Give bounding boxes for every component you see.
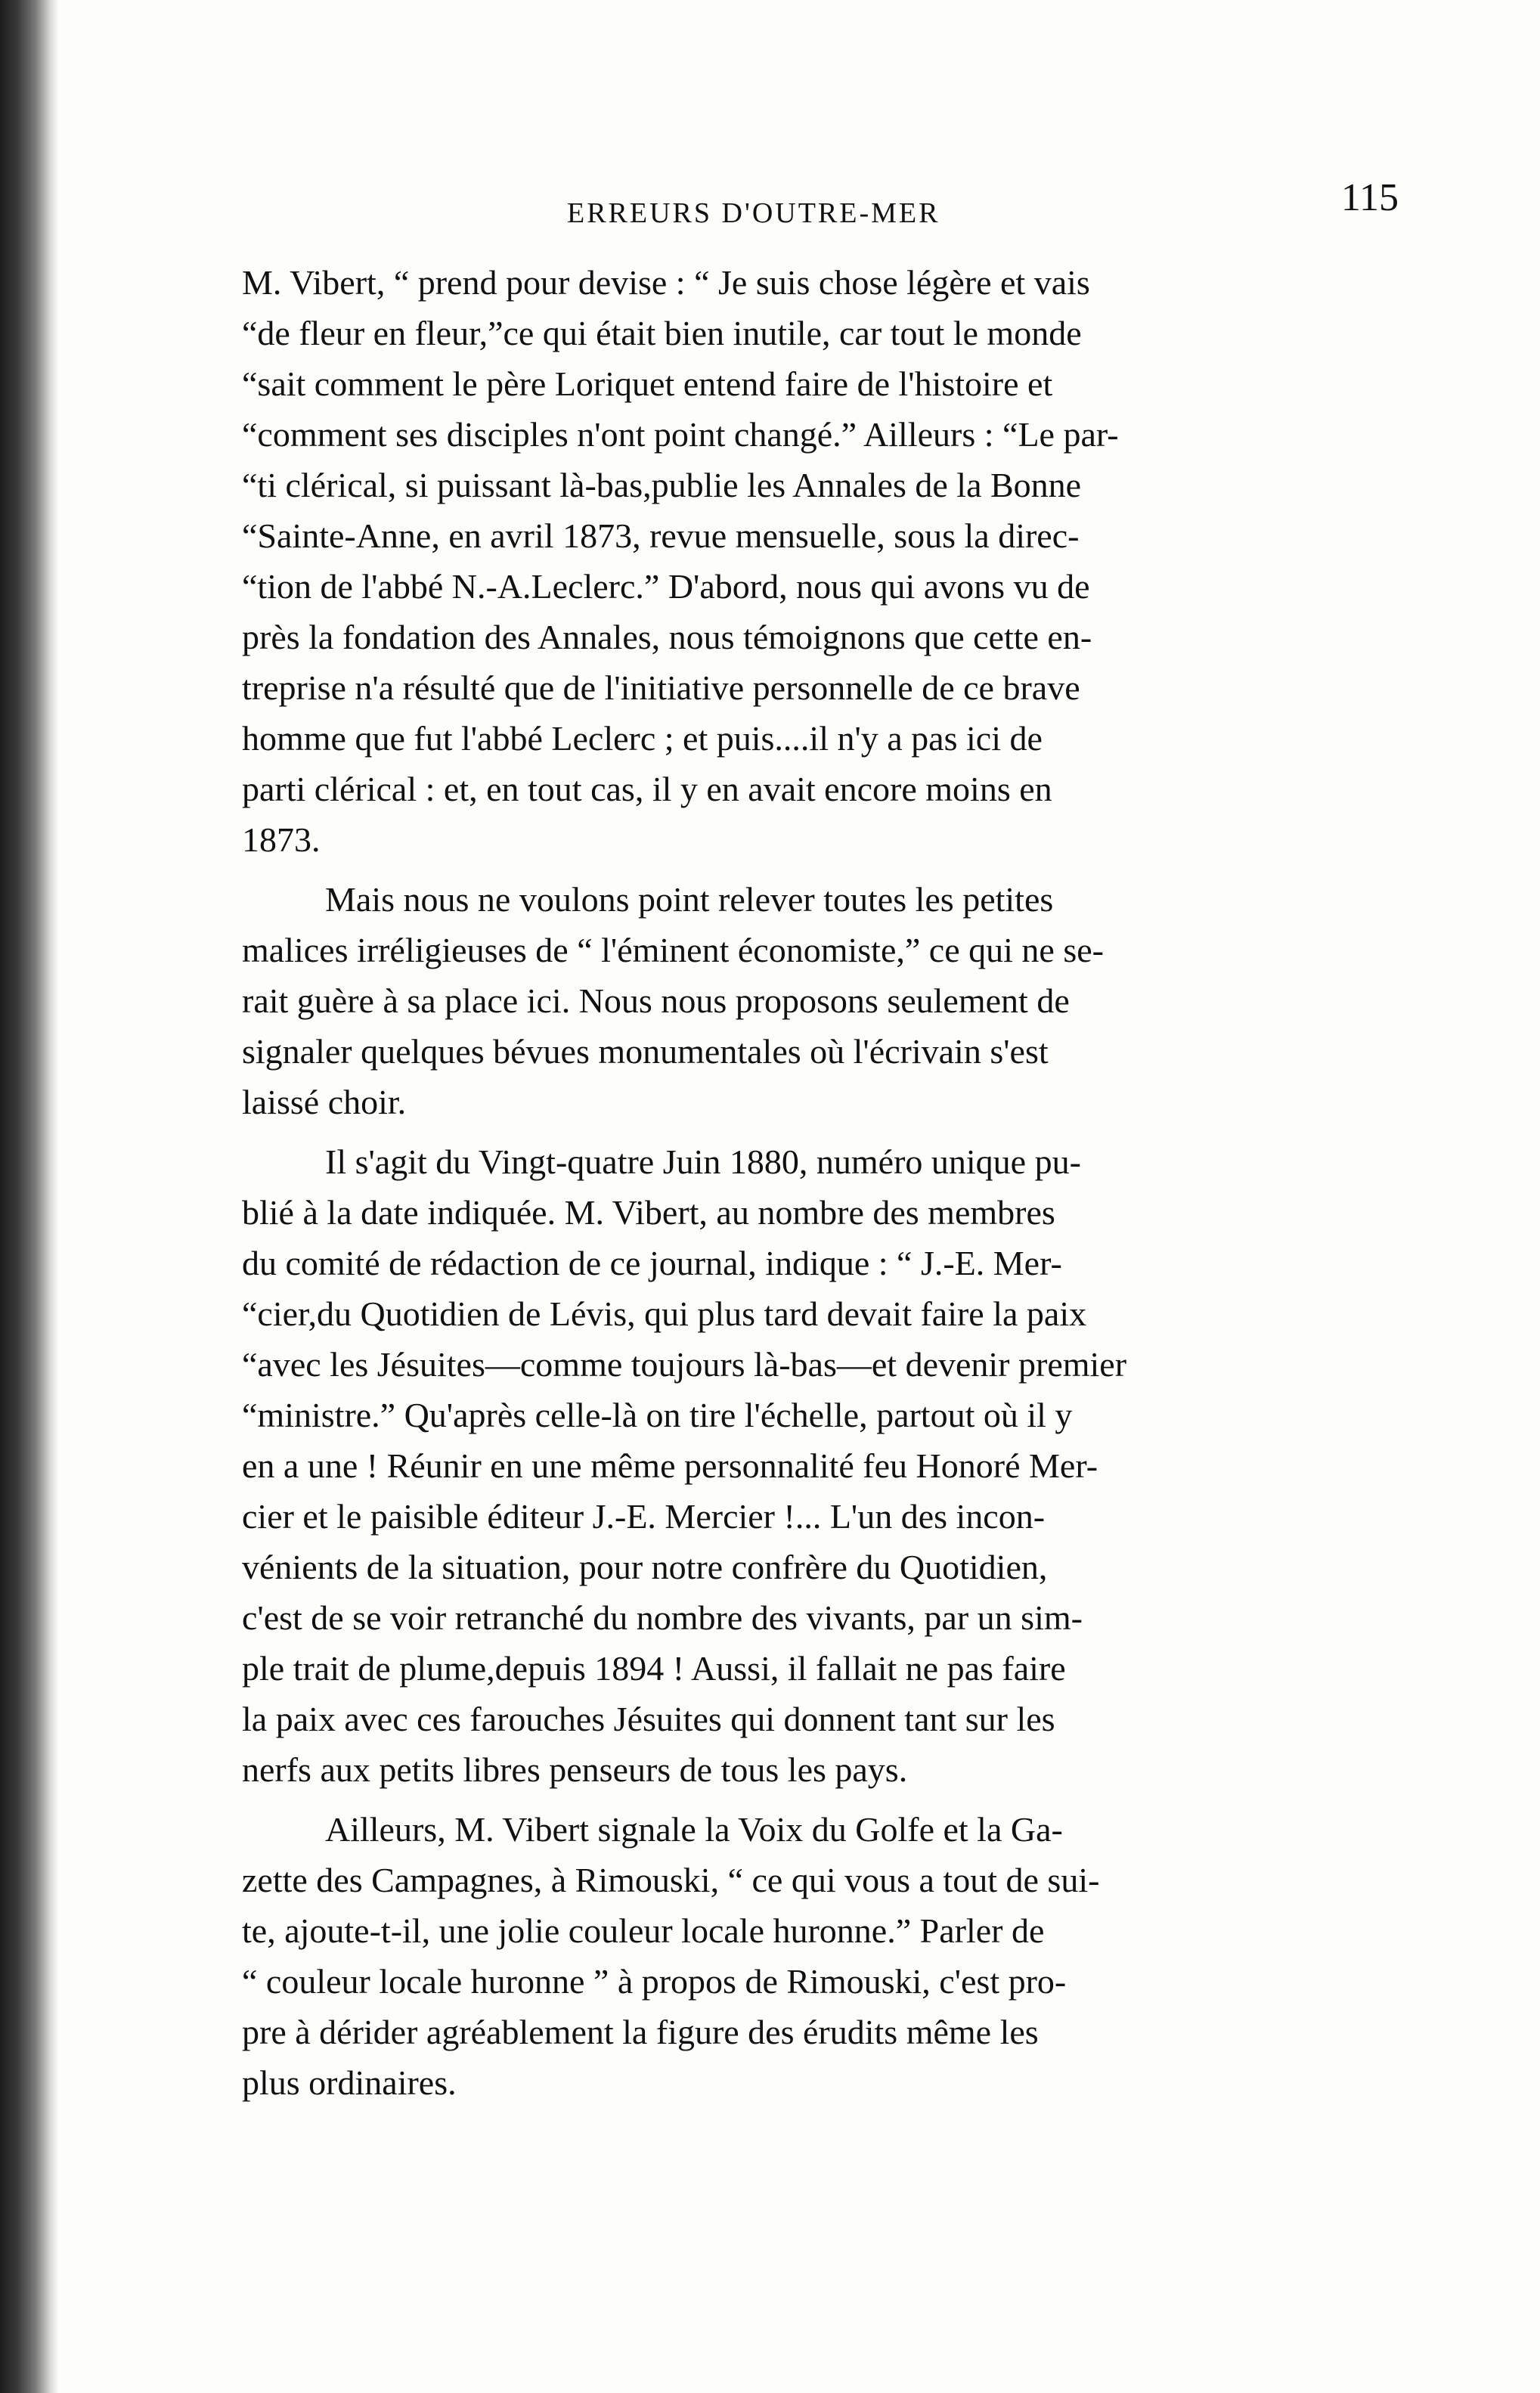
text-line: laissé choir.: [242, 1083, 407, 1121]
text-line: homme que fut l'abbé Leclerc ; et puis....il n'y a pas ici de: [242, 719, 1043, 758]
text-line: Mais nous ne voulons point relever toutes les petites: [325, 880, 1054, 919]
text-line: treprise n'a résulté que de l'initiative personnelle de ce brave: [242, 668, 1080, 707]
text-line: “ti clérical, si puissant là-bas,publie les Annales de la Bonne: [242, 466, 1082, 504]
page-number: 115: [1340, 176, 1399, 219]
text-line: vénients de la situation, pour notre confrère du Quotidien,: [242, 1548, 1048, 1586]
text-line: “cier,du Quotidien de Lévis, qui plus tard devait faire la paix: [242, 1294, 1087, 1333]
text-line: Ailleurs, M. Vibert signale la Voix du Golfe et la Ga-: [325, 1810, 1063, 1849]
paragraph: [242, 1136, 1399, 1795]
text-line: pre à dérider agréablement la figure des érudits même les: [242, 2013, 1039, 2051]
text-line: “comment ses disciples n'ont point changé.” Ailleurs : “Le par-: [242, 415, 1119, 454]
text-line: “tion de l'abbé N.-A.Leclerc.” D'abord, nous qui avons vu de: [242, 567, 1090, 606]
page-header: [242, 175, 1399, 228]
text-line: “ministre.” Qu'après celle-là on tire l'échelle, partout où il y: [242, 1396, 1073, 1434]
text-line: “de fleur en fleur,”ce qui était bien inutile, car tout le monde: [242, 314, 1082, 352]
text-line: c'est de se voir retranché du nombre des vivants, par un sim-: [242, 1598, 1083, 1637]
paragraph: [242, 1804, 1399, 2108]
text-line: “avec les Jésuites—comme toujours là-bas—et devenir premier: [242, 1345, 1127, 1384]
text-line: “Sainte-Anne, en avril 1873, revue mensuelle, sous la direc-: [242, 516, 1080, 555]
text-line: M. Vibert, “ prend pour devise : “ Je suis chose légère et vais: [242, 263, 1090, 302]
text-line: te, ajoute-t-il, une jolie couleur locale huronne.” Parler de: [242, 1911, 1045, 1950]
text-line: plus ordinaires.: [242, 2063, 457, 2102]
text-line: signaler quelques bévues monumentales où l'écrivain s'est: [242, 1032, 1049, 1071]
paragraph: [242, 874, 1399, 1127]
text-line: nerfs aux petits libres penseurs de tous les pays.: [242, 1750, 908, 1789]
text-line: près la fondation des Annales, nous témoignons que cette en-: [242, 618, 1092, 656]
paragraph-gap: [242, 1795, 1399, 1804]
text-line: “sait comment le père Loriquet entend faire de l'histoire et: [242, 364, 1053, 403]
body-text: [242, 257, 1399, 2108]
paragraph-gap: [242, 865, 1399, 874]
text-line: blié à la date indiquée. M. Vibert, au nombre des membres: [242, 1193, 1055, 1232]
text-line: en a une ! Réunir en une même personnalité feu Honoré Mer-: [242, 1446, 1098, 1485]
paragraph: [242, 257, 1399, 865]
text-line: Il s'agit du Vingt-quatre Juin 1880, numéro unique pu-: [325, 1142, 1081, 1181]
paragraph-gap: [242, 1127, 1399, 1136]
text-line: rait guère à sa place ici. Nous nous proposons seulement de: [242, 981, 1070, 1020]
text-line: 1873.: [242, 820, 321, 859]
text-line: cier et le paisible éditeur J.-E. Mercier !... L'un des incon-: [242, 1497, 1046, 1536]
text-line: zette des Campagnes, à Rimouski, “ ce qui vous a tout de sui-: [242, 1861, 1100, 1899]
binding-edge: [0, 0, 59, 2393]
text-line: ple trait de plume,depuis 1894 ! Aussi, il fallait ne pas faire: [242, 1649, 1066, 1688]
text-line: parti clérical : et, en tout cas, il y en avait encore moins en: [242, 770, 1052, 808]
text-line: malices irréligieuses de “ l'éminent économiste,” ce qui ne se-: [242, 931, 1104, 969]
text-line: la paix avec ces farouches Jésuites qui donnent tant sur les: [242, 1700, 1055, 1738]
running-title: ERREURS D'OUTRE-MER: [567, 197, 940, 229]
text-line: “ couleur locale huronne ” à propos de Rimouski, c'est pro-: [242, 1962, 1067, 2001]
text-line: du comité de rédaction de ce journal, indique : “ J.-E. Mer-: [242, 1244, 1062, 1282]
